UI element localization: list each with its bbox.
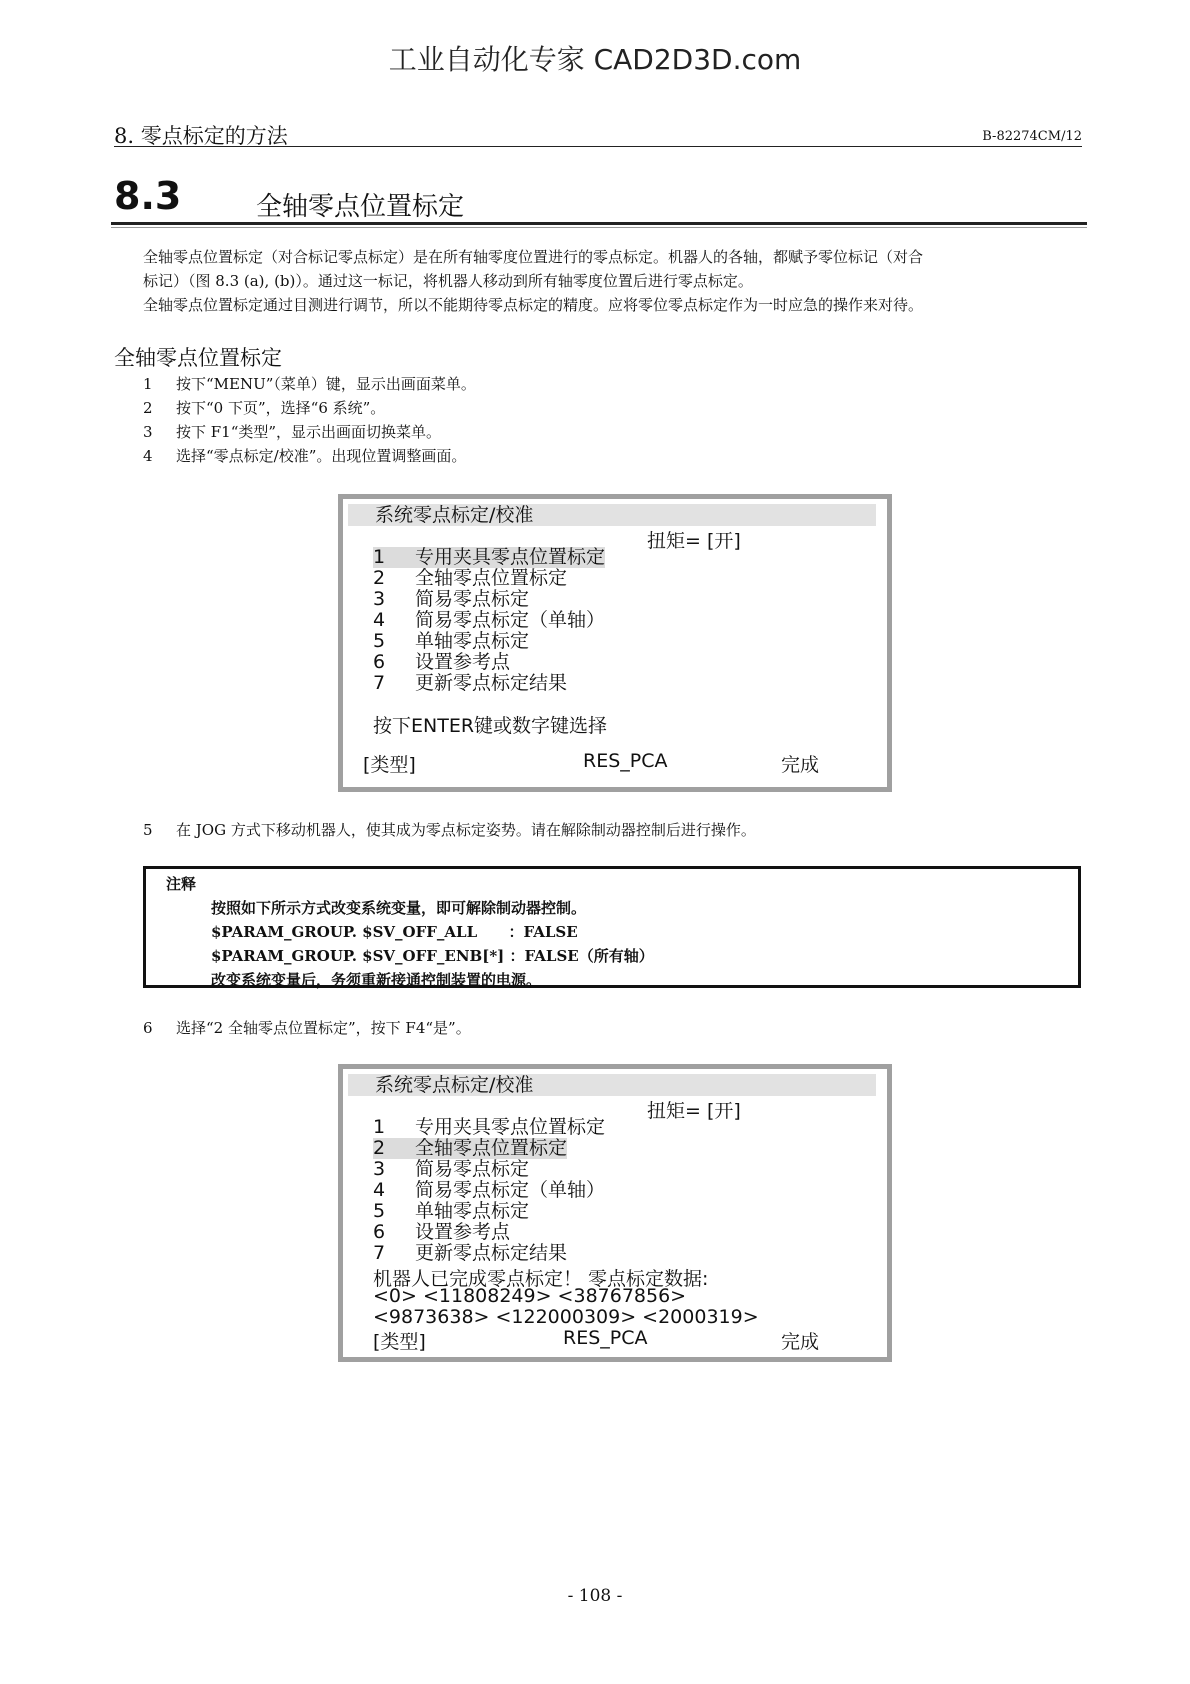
step-item (143, 1016, 471, 1040)
menu-item-set-reference[interactable]: 6 设置参考点 (373, 1221, 511, 1243)
step-list (143, 372, 476, 468)
page-number: - 108 - (567, 1586, 623, 1606)
section-number: 8.3 (114, 174, 182, 218)
softkey-type[interactable]: [类型] (363, 754, 416, 776)
softkey-res-pca[interactable]: RES_PCA (563, 1327, 648, 1349)
step-text: 在 JOG 方式下移动机器人，使其成为零点标定姿势。请在解除制动器控制后进行操作。 (176, 821, 756, 839)
intro-line: 全轴零点位置标定（对合标记零点标定）是在所有轴零度位置进行的零点标定。机器人的各轴，都赋予零位标记（对合 (143, 248, 924, 266)
header-rule (114, 146, 1082, 147)
step-text: 选择“零点标定/校准”。出现位置调整画面。 (176, 447, 467, 465)
menu-item-zero-position-mastering[interactable]: 2 全轴零点位置标定 (373, 567, 568, 589)
softkey-type[interactable]: [类型] (373, 1331, 426, 1353)
intro-line: 标记）（图 8.3 (a), (b)）。通过这一标记，将机器人移动到所有轴零度位置后进行零点标定。 (143, 272, 753, 290)
menu-item-fixture-mastering[interactable]: 1 专用夹具零点位置标定 (373, 546, 606, 568)
menu-item-set-reference[interactable]: 6 设置参考点 (373, 651, 511, 673)
note-line: $PARAM_GROUP. $SV_OFF_ENB[*] ：FALSE（所有轴） (211, 947, 654, 965)
torque-status: 扭矩= [开] (647, 1100, 741, 1122)
intro-paragraph (143, 245, 1083, 317)
calibration-screen-result (338, 1064, 892, 1362)
completion-message: 机器人已完成零点标定！ 零点标定数据: (373, 1268, 709, 1290)
section-rule-thin (111, 227, 1087, 228)
note-box (143, 866, 1081, 988)
section-rule (111, 222, 1087, 225)
selection-prompt: 按下ENTER键或数字键选择 (373, 715, 608, 737)
torque-status: 扭矩= [开] (647, 530, 741, 552)
menu-item-quick-mastering[interactable]: 3 简易零点标定 (373, 588, 530, 610)
document-number: B-82274CM/12 (982, 129, 1082, 144)
menu-item-quick-mastering[interactable]: 3 简易零点标定 (373, 1158, 530, 1180)
menu-item-fixture-mastering[interactable]: 1 专用夹具零点位置标定 (373, 1116, 606, 1138)
step-number: 2 (143, 399, 153, 417)
screen-title: 系统零点标定/校准 (348, 1074, 876, 1096)
step-text: 按下“0 下页”，选择“6 系统”。 (176, 399, 386, 417)
note-line: $PARAM_GROUP. $SV_OFF_ALL ：FALSE (211, 923, 578, 941)
screen-title: 系统零点标定/校准 (348, 504, 876, 526)
calibration-data-line: <0> <11808249> <38767856> (373, 1285, 687, 1307)
step-number: 6 (143, 1019, 153, 1037)
menu-item-quick-mastering-single-axis[interactable]: 4 简易零点标定（单轴） (373, 609, 606, 631)
menu-item-update-calibration[interactable]: 7 更新零点标定结果 (373, 672, 568, 694)
calibration-screen-menu (338, 494, 892, 792)
step-number: 3 (143, 423, 153, 441)
menu-item-single-axis-mastering[interactable]: 5 单轴零点标定 (373, 630, 530, 652)
note-line: 按照如下所示方式改变系统变量，即可解除制动器控制。 (211, 899, 587, 917)
softkey-done[interactable]: 完成 (781, 754, 820, 776)
softkey-res-pca[interactable]: RES_PCA (583, 750, 668, 772)
watermark: 工业自动化专家 CAD2D3D.com (388, 43, 802, 76)
note-line: 改变系统变量后，务须重新接通控制装置的电源。 (211, 971, 542, 989)
step-item (143, 372, 476, 396)
section-title: 全轴零点位置标定 (256, 192, 465, 222)
menu-item-quick-mastering-single-axis[interactable]: 4 简易零点标定（单轴） (373, 1179, 606, 1201)
menu-item-zero-position-mastering[interactable]: 2 全轴零点位置标定 (373, 1137, 568, 1159)
softkey-done[interactable]: 完成 (781, 1331, 820, 1353)
chapter-header: 8. 零点标定的方法 (114, 124, 288, 148)
menu-item-single-axis-mastering[interactable]: 5 单轴零点标定 (373, 1200, 530, 1222)
step-item (143, 420, 476, 444)
step-item (143, 396, 476, 420)
step-text: 按下“MENU”（菜单）键，显示出画面菜单。 (176, 375, 476, 393)
menu-item-update-calibration[interactable]: 7 更新零点标定结果 (373, 1242, 568, 1264)
step-item (143, 818, 756, 842)
step-item (143, 444, 476, 468)
calibration-data-line: <9873638> <122000309> <2000319> (373, 1306, 759, 1328)
step-number: 1 (143, 375, 153, 393)
step-text: 按下 F1“类型”，显示出画面切换菜单。 (176, 423, 442, 441)
subheading: 全轴零点位置标定 (114, 346, 282, 370)
step-number: 5 (143, 821, 153, 839)
intro-line: 全轴零点位置标定通过目测进行调节，所以不能期待零点标定的精度。应将零位零点标定作为一时应急的操作来对待。 (143, 296, 924, 314)
step-number: 4 (143, 447, 153, 465)
step-text: 选择“2 全轴零点位置标定”，按下 F4“是”。 (176, 1019, 471, 1037)
note-title: 注释 (166, 875, 197, 893)
